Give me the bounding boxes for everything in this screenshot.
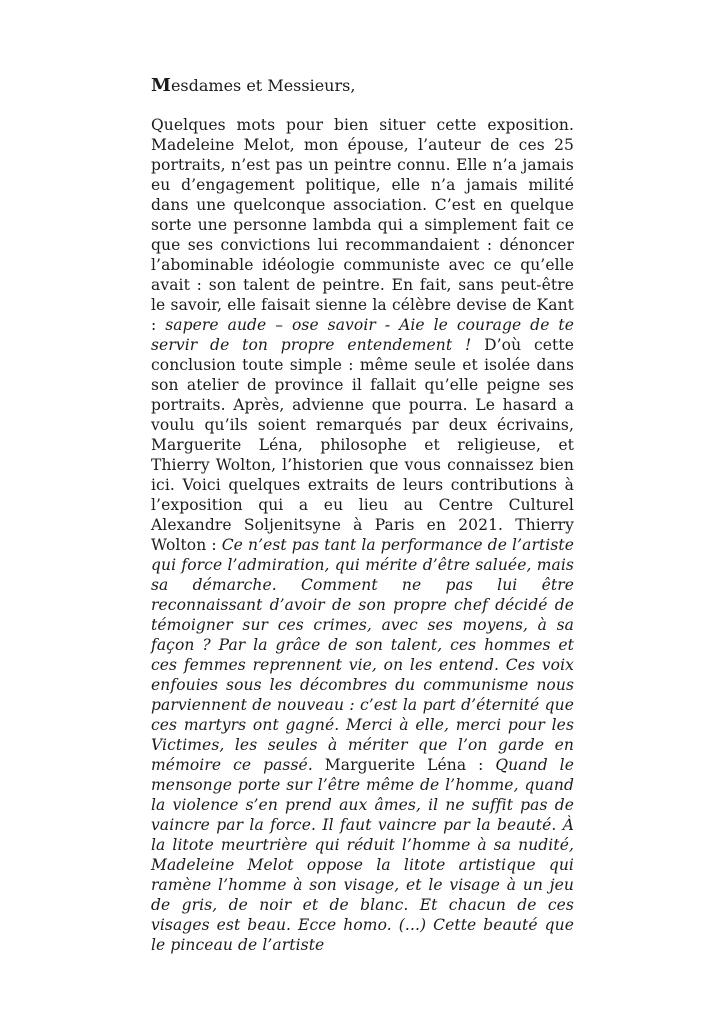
- text-segment-italic: Quand le mensonge porte sur l’être même de l’homme, quand la violence s’en prend aux âmes, il ne suffit pas de vaincre par la force. Il faut vaincre par la beauté. À la litote meurtrière qui réduit l’homme à sa nudité, Madeleine Melot oppose la litote artistique qui ramène l’homme à son visage, et le visage à un jeu de gris, de noir et de blanc. Et chacun de ces visages est beau. Ecce homo. (...) Cette beauté que le pinceau de l’artiste: [151, 756, 574, 954]
- text-segment-italic: sapere aude – ose savoir - Aie le courage de te servir de ton propre entendement !: [151, 316, 574, 354]
- text-segment-italic: Ce n’est pas tant la performance de l’artiste qui force l’admiration, qui mérite d’être saluée, mais sa démarche. Comment ne pas lui être reconnaissant d’avoir de son propre chef décidé de témoigner sur ces crimes, avec ses moyens, à sa façon ? Par la grâce de son talent, ces hommes et ces femmes reprennent vie, on les entend. Ces voix enfouies sous les décombres du communisme nous parviennent de nouveau : c’est la part d’éternité que ces martyrs ont gagné. Merci à elle, merci pour les Victimes, les seules à mériter que l’on garde en mémoire ce passé.: [151, 536, 574, 774]
- salutation: [151, 76, 574, 96]
- body-paragraph: [151, 115, 574, 955]
- document-content: [151, 76, 574, 955]
- text-segment-roman: D’où cette conclusion toute simple : même seule et isolée dans son atelier de province il fallait qu’elle peigne ses portraits. Après, advienne que pourra. Le hasard a voulu qu’ils soient remarqués par deux écrivains, Marguerite Léna, philosophe et religieuse, et Thierry Wolton, l’historien que vous connaissez bien ici. Voici quelques extraits de leurs contributions à l’exposition qui a eu lieu au Centre Culturel Alexandre Soljenitsyne à Paris en 2021. Thierry Wolton :: [151, 336, 574, 554]
- salutation-text: esdames et Messieurs,: [170, 76, 356, 95]
- salutation-initial: M: [151, 75, 171, 96]
- text-segment-roman: Marguerite Léna :: [324, 756, 496, 774]
- text-segment-roman: Quelques mots pour bien situer cette exposition. Madeleine Melot, mon épouse, l’auteur de ces 25 portraits, n’est pas un peintre connu. Elle n’a jamais eu d’engagement politique, elle n’a jamais milité dans une quelconque association. C’est en quelque sorte une personne lambda qui a simplement fait ce que ses convictions lui recommandaient : dénoncer l’abominable idéologie communiste avec ce qu’elle avait : son talent de peintre. En fait, sans peut-être le savoir, elle faisait sienne la célèbre devise de Kant :: [151, 116, 574, 334]
